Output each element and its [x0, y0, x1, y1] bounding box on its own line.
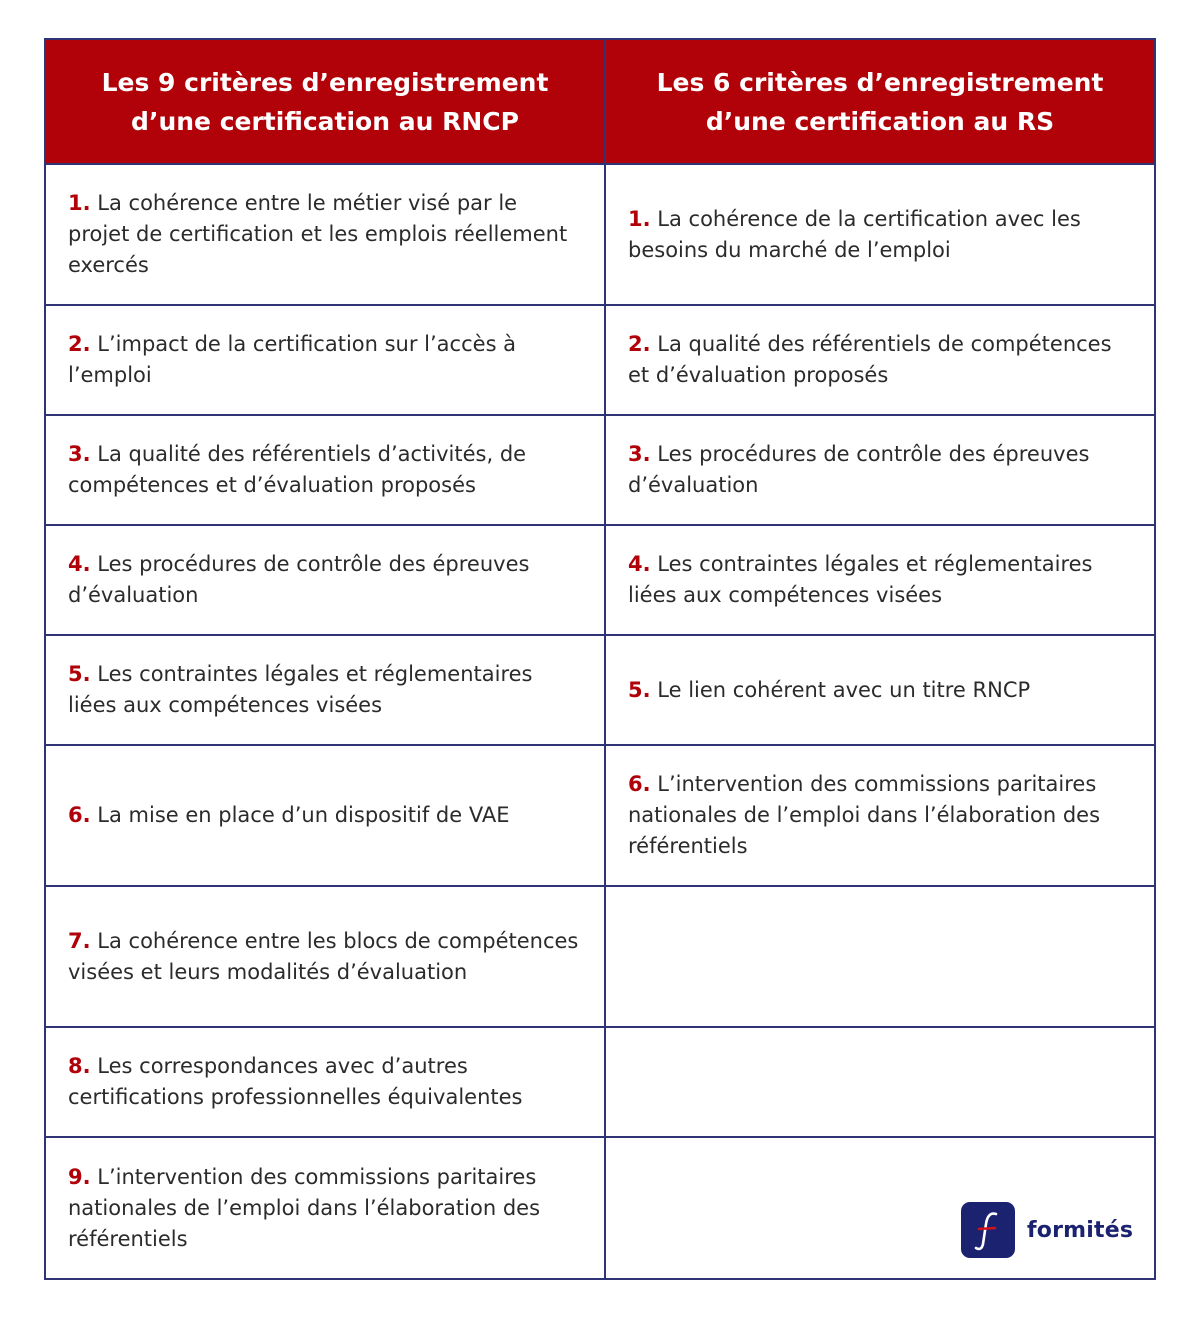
criterion-text: Les procédures de contrôle des épreuves d’évaluation [68, 552, 530, 607]
criterion-text: L’intervention des commissions paritaires nationales de l’emploi dans l’élaboration des référentiels [68, 1164, 541, 1251]
table-row [45, 305, 1155, 415]
criteria-comparison-table [44, 38, 1156, 1280]
criterion-number: 3. [628, 442, 651, 466]
criterion-text: Les contraintes légales et réglementaires liées aux compétences visées [68, 662, 533, 717]
criterion-text: La cohérence de la certification avec les besoins du marché de l’emploi [628, 206, 1081, 262]
rs-criterion-1 [605, 164, 1155, 305]
logo-wordmark: formités [1027, 1217, 1134, 1243]
rncp-criterion-2 [45, 305, 605, 415]
criterion-number: 6. [628, 772, 651, 796]
table-row [45, 635, 1155, 745]
criterion-text: La cohérence entre les blocs de compétences visées et leurs modalités d’évaluation [68, 928, 579, 984]
criterion-number: 2. [68, 332, 91, 356]
criterion-text: La qualité des référentiels d’activités, de compétences et d’évaluation proposés [68, 442, 527, 497]
rs-criterion-5 [605, 635, 1155, 745]
criterion-number: 9. [68, 1164, 91, 1189]
criterion-text: Le lien cohérent avec un titre RNCP [657, 677, 1031, 702]
criterion-number: 8. [68, 1054, 91, 1078]
criterion-number: 2. [628, 332, 651, 356]
rncp-criterion-8 [45, 1027, 605, 1137]
header-rs: Les 6 critères d’enregistrement d’une certification au RS [605, 39, 1155, 164]
table-row [45, 415, 1155, 525]
criterion-number: 5. [628, 677, 651, 702]
rncp-criterion-7 [45, 886, 605, 1027]
criterion-text: Les contraintes légales et réglementaires liées aux compétences visées [628, 552, 1093, 607]
rncp-criterion-4 [45, 525, 605, 635]
rncp-criterion-1 [45, 164, 605, 305]
rs-empty-cell [605, 886, 1155, 1027]
rncp-criterion-9 [45, 1137, 605, 1279]
rs-criterion-2 [605, 305, 1155, 415]
criterion-text: Les correspondances avec d’autres certifications professionnelles équivalentes [68, 1054, 523, 1109]
table-row [45, 1027, 1155, 1137]
criterion-text: La qualité des référentiels de compétences et d’évaluation proposés [628, 332, 1112, 387]
rncp-criterion-3 [45, 415, 605, 525]
criterion-number: 5. [68, 662, 91, 686]
table-row [45, 164, 1155, 305]
header-rncp: Les 9 critères d’enregistrement d’une certification au RNCP [45, 39, 605, 164]
table-row [45, 745, 1155, 886]
criterion-number: 3. [68, 442, 91, 466]
table-row [45, 886, 1155, 1027]
criterion-text: La cohérence entre le métier visé par le projet de certification et les emplois réellement exercés [68, 191, 568, 277]
criterion-text: L’intervention des commissions paritaires nationales de l’emploi dans l’élaboration des référentiels [628, 772, 1101, 858]
criterion-text: La mise en place d’un dispositif de VAE [97, 803, 510, 827]
table-row [45, 525, 1155, 635]
rs-criterion-4 [605, 525, 1155, 635]
rncp-criterion-6 [45, 745, 605, 886]
criterion-number: 1. [68, 191, 91, 215]
criterion-text: L’impact de la certification sur l’accès à l’emploi [68, 332, 517, 387]
table-header-row [45, 39, 1155, 164]
rs-empty-cell [605, 1027, 1155, 1137]
rs-criterion-3 [605, 415, 1155, 525]
rs-criterion-6 [605, 745, 1155, 886]
criterion-number: 6. [68, 803, 91, 827]
rncp-criterion-5 [45, 635, 605, 745]
criterion-number: 7. [68, 928, 91, 953]
criterion-number: 1. [628, 206, 651, 231]
criterion-text: Les procédures de contrôle des épreuves d’évaluation [628, 442, 1090, 497]
formites-logo [961, 1202, 1133, 1258]
f-letter-logo-icon [961, 1202, 1015, 1258]
criterion-number: 4. [68, 552, 91, 576]
criterion-number: 4. [628, 552, 651, 576]
